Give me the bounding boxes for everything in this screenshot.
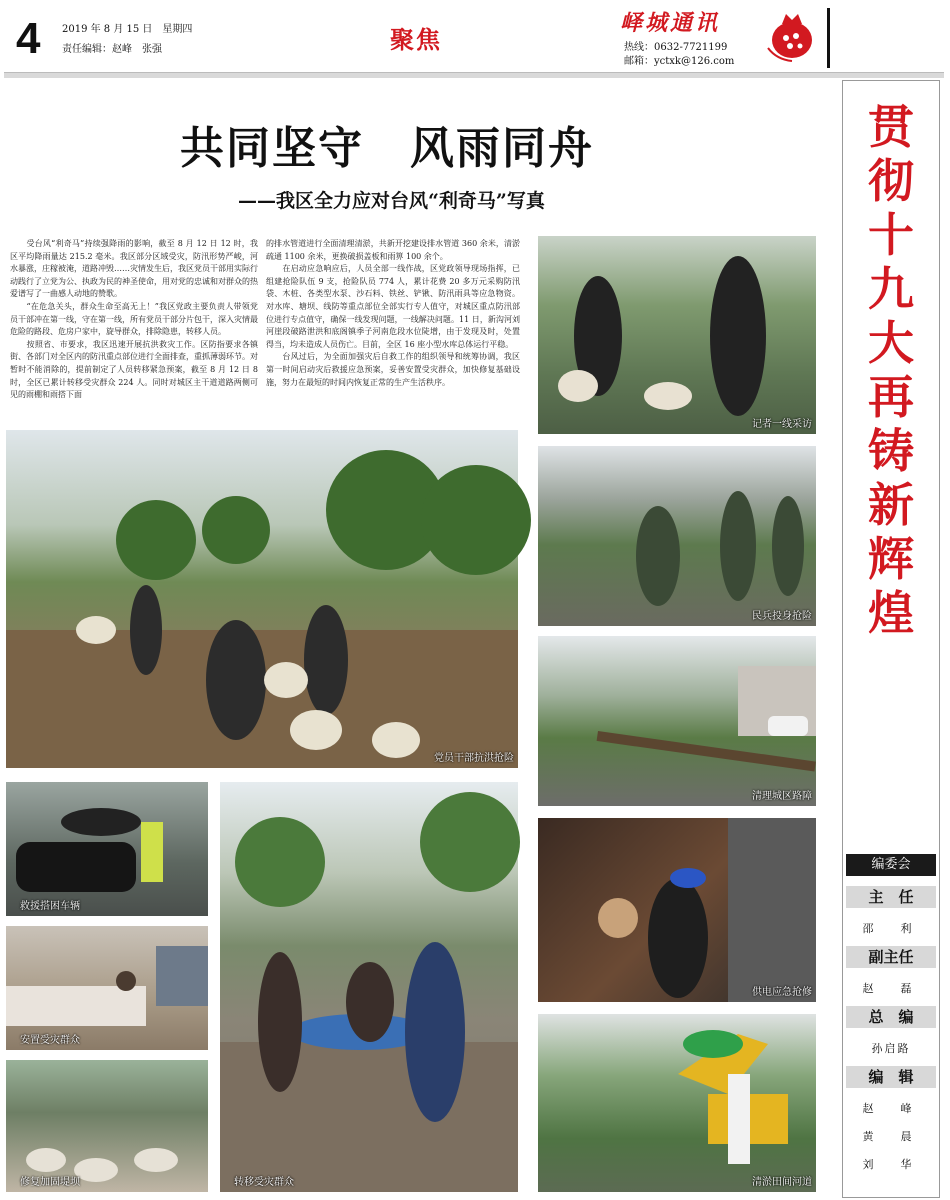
name-editor-1: 赵 峰 (862, 1102, 920, 1115)
page-number: 4 (16, 14, 41, 63)
repair-dike-photo (6, 1060, 208, 1192)
role-chief-editor: 总 编 (846, 1006, 936, 1028)
role-director: 主 任 (846, 886, 936, 908)
rescue-car-photo (6, 782, 208, 916)
slogan: 贯彻十九大再铸新辉煌 (868, 100, 914, 640)
role-deputy-director: 副主任 (846, 946, 936, 968)
role-editor: 编 辑 (846, 1066, 936, 1088)
name-deputy-director: 赵 磊 (862, 982, 920, 995)
subheadline: ——我区全力应对台风“利奇马”写真 (238, 190, 545, 212)
hotline: 热线：0632-7721199 (624, 42, 728, 53)
committee-title: 编委会 (846, 854, 936, 876)
article-column-1: 受台风“利奇马”持续强降雨的影响，截至 8 月 12 日 12 时，我区平均降雨量达 215.2 毫米。我区部分区域受灾，防汛形势严峻，河水暴涨，庄稼被淹，道路冲毁……灾情发生后，我区党员干部用实际行动践行了立党为公、执政为民的神圣使命，用对党的忠诚和对群众的热爱谱写了一曲感人动地的赞歌。 “在危急关头，群众生命至高无上！”我区党政主要负责人带领党员干部冲在第一线，守在第一线，所有党员干部分片包干，深入灾情最危险的路段、危房户家中，旋导群众，排除隐患，转移人员。 按照省、市要求，我区迅速开展抗洪救灾工作。区防指要求各镇街、各部门对全区内的防汛重点部位进行全面排查，重抓薄弱环节。对暂时不能消除的，提前制定了人员转移紧急预案，截至 8 月 12 日 8 时，全区已累计转移受灾群众 224 人。同时对城区主干道道路两侧可见的雨棚和雨搭下面 (10, 239, 258, 400)
photo-caption: 记者一线采访 (752, 419, 812, 430)
photo-caption: 救援搭困车辆 (20, 901, 80, 912)
photo-caption: 清淤田间河道 (752, 1177, 812, 1188)
resettle-photo (6, 926, 208, 1050)
dredge-photo (538, 1014, 816, 1192)
main-photo (6, 430, 518, 768)
name-editor-2: 黄 晨 (862, 1130, 920, 1143)
photo-caption: 转移受灾群众 (234, 1177, 294, 1188)
name-chief-editor: 孙启路 (871, 1042, 911, 1055)
article-column-2: 的排水管道进行全面清理清淤，共新开挖建设排水管道 360 余米，清淤疏通 1100 余米，更换破损盖板和雨箅 100 余个。 在启动应急响应后，人员全部一线作战，区党政领导现场指挥，已组建抢险队伍 9 支，抢险队员 774 人，累计花费 20 多万元采购防汛袋、木桩、各类型水泵、沙石料、铁丝、铲锹、防汛雨具等应急物资。对水库、塘坝、线防等重点部位全部实行专人值守，对城区重点防汛部位进行专点值守，确保一线发现问题，一线解决问题。11 日，新沟河刘河崖段破路泄洪和底阁镇季子河南危段水位陡增，由于发现及时，处置得当，均未造成人员伤亡。目前，全区 16 座小型水库总体运行平稳。 台风过后，为全面加强灾后自救工作的组织领导和统筹协调，我区第一时间启动灾后救援应急预案，妥善安置受灾群众，加快修复基础设施，努力在最短的时间内恢复正常的生产生活秩序。 (266, 239, 520, 387)
masthead-title: 峄城通讯 (620, 10, 721, 36)
photo-caption: 党员干部抗洪抢险 (434, 753, 514, 764)
evacuation-photo (220, 782, 518, 1192)
photo-caption: 修复加固堤坝 (20, 1177, 80, 1188)
section-title: 聚焦 (390, 26, 442, 54)
pomegranate-logo-icon (760, 6, 824, 64)
email: 邮箱：yctxk@126.com (624, 56, 735, 67)
road-clear-photo (538, 636, 816, 806)
photo-caption: 民兵投身抢险 (752, 611, 812, 622)
header-divider (827, 8, 830, 68)
name-director: 邵 利 (862, 922, 920, 935)
militia-photo (538, 446, 816, 626)
header-rule (4, 72, 944, 78)
power-repair-photo (538, 818, 816, 1002)
photo-caption: 清理城区路障 (752, 791, 812, 802)
name-editor-3: 刘 华 (862, 1158, 920, 1171)
photo-caption: 供电应急抢修 (752, 987, 812, 998)
reporter-photo (538, 236, 816, 434)
headline: 共同坚守 风雨同舟 (180, 123, 594, 174)
responsible-editor: 责任编辑：赵峰 张强 (62, 44, 162, 55)
photo-caption: 安置受灾群众 (20, 1035, 80, 1046)
issue-date: 2019 年 8 月 15 日 星期四 (62, 24, 193, 35)
